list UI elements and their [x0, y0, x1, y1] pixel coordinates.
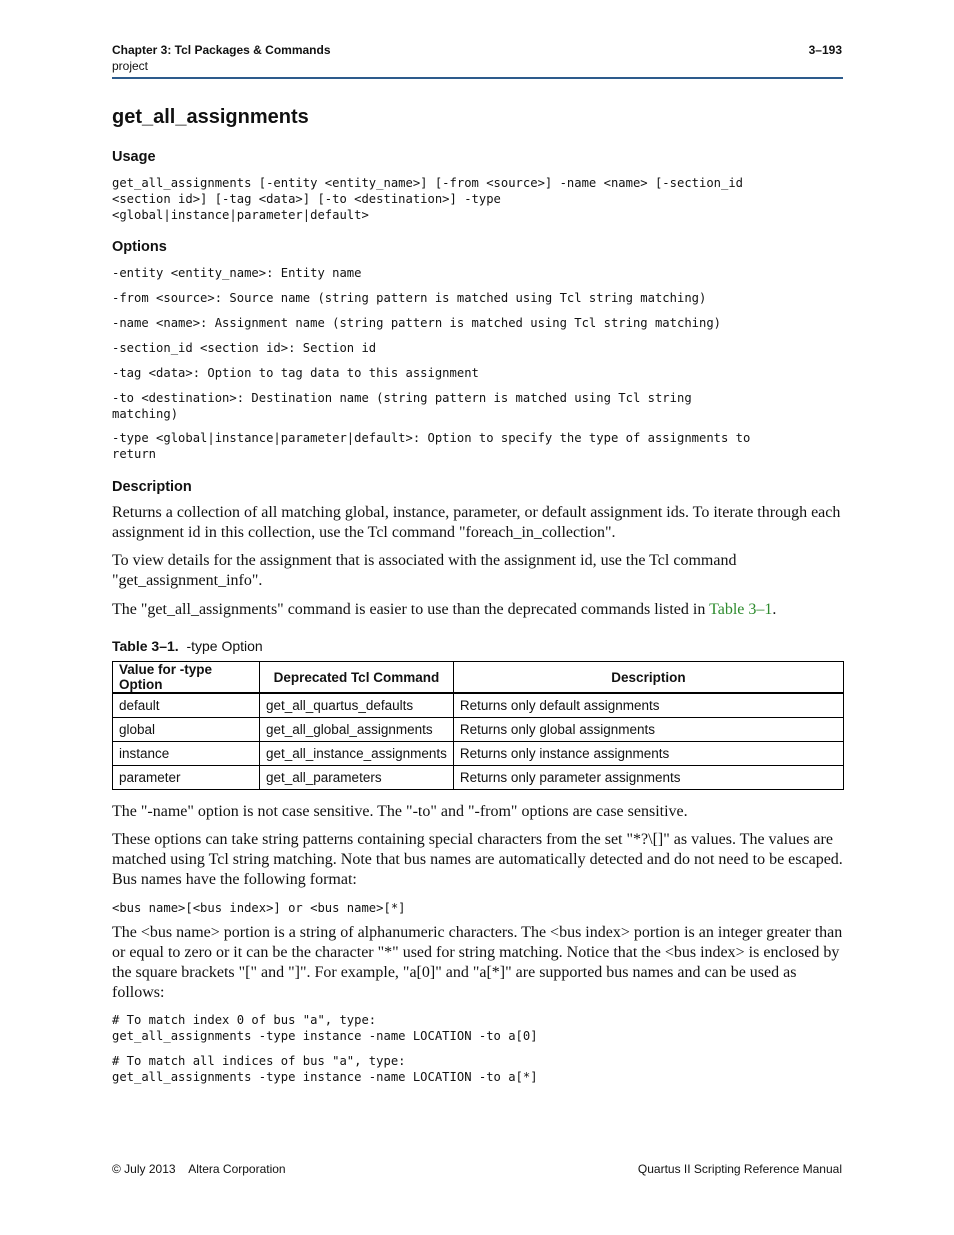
table-cell: get_all_quartus_defaults — [260, 693, 454, 718]
description-para-3 — [112, 600, 852, 620]
case-sensitivity-para: The "-name" option is not case sensitive. The "-to" and "-from" options are case sensitive. — [112, 803, 688, 820]
table-row — [113, 693, 844, 718]
table-header-row — [113, 662, 844, 694]
table-cell: get_all_global_assignments — [260, 718, 454, 742]
type-option-table — [112, 661, 844, 790]
table-caption-text: -type Option — [186, 638, 263, 654]
footer-manual-title: Quartus II Scripting Reference Manual — [637, 1162, 842, 1176]
table-cell: Returns only parameter assignments — [453, 766, 843, 790]
table-caption-label: Table 3–1. — [112, 638, 179, 654]
table-cell: global — [113, 718, 260, 742]
option-tag: -tag <data>: Option to tag data to this assignment — [112, 366, 479, 380]
table-row — [113, 718, 844, 742]
table-cell: Returns only instance assignments — [453, 742, 843, 766]
bus-format-code: <bus name>[<bus index>] or <bus name>[*] — [112, 901, 406, 915]
table-caption — [112, 638, 263, 654]
option-type: -type <global|instance|parameter|default>: Option to specify the type of assignments to return — [112, 431, 751, 461]
table-cell: parameter — [113, 766, 260, 790]
header-rule — [112, 77, 843, 79]
bus-name-para: The <bus name> portion is a string of alphanumeric characters. The <bus index> portion is an integer greater than or equal to zero or it can be the character "*" used for string matching. Notice that the <bus index> is enclosed by the square brackets "[" and "]". For example, "a[0]" and "a[*]" are supported bus names and can be used as follows: — [112, 924, 843, 1001]
usage-heading: Usage — [112, 149, 156, 165]
description-para-3-text: The "get_all_assignments" command is easier to use than the deprecated commands listed in — [112, 601, 710, 618]
description-para-2: To view details for the assignment that is associated with the assignment id, use the Tcl command "get_assignment_info". — [112, 552, 737, 589]
description-heading: Description — [112, 479, 192, 495]
page-title: get_all_assignments — [112, 106, 309, 128]
option-from: -from <source>: Source name (string pattern is matched using Tcl string matching) — [112, 291, 707, 305]
usage-line: <global|instance|parameter|default> — [112, 208, 369, 222]
description-para-3-end: . — [772, 601, 777, 618]
table-reference-link[interactable]: Table 3–1 — [709, 601, 773, 618]
footer-copyright: © July 2013 Altera Corporation — [112, 1162, 286, 1176]
string-patterns-para: These options can take string patterns containing special characters from the set "*?\[]" as values. The values are matched using Tcl string matching. Note that bus names are automatically detected and do not need to be escaped. Bus names have the following format: — [112, 831, 843, 888]
example-code-2: # To match all indices of bus "a", type: get_all_assignments -type instance -name LOCATION -to a[*] — [112, 1054, 538, 1084]
option-name: -name <name>: Assignment name (string pattern is matched using Tcl string matching) — [112, 316, 722, 330]
usage-line: <section id>] [-tag <data>] [-to <destination>] -type — [112, 192, 501, 206]
page-number: 3–193 — [808, 43, 842, 57]
table-cell: Returns only global assignments — [453, 718, 843, 742]
usage-code — [112, 175, 743, 223]
running-header-chapter: Chapter 3: Tcl Packages & Commands — [112, 43, 331, 57]
usage-line: get_all_assignments [-entity <entity_name>] [-from <source>] -name <name> [-section_id — [112, 176, 744, 190]
table-cell: Returns only default assignments — [453, 693, 843, 718]
option-to: -to <destination>: Destination name (string pattern is matched using Tcl string matching) — [112, 391, 692, 421]
table-header-cell: Deprecated Tcl Command — [260, 662, 454, 694]
description-para-1: Returns a collection of all matching global, instance, parameter, or default assignment ids. To iterate through each assignment id in this collection, use the Tcl command "foreach_in_collection". — [112, 504, 841, 541]
example-code-1: # To match index 0 of bus "a", type: get_all_assignments -type instance -name LOCATION -to a[0] — [112, 1013, 538, 1043]
option-section-id: -section_id <section id>: Section id — [112, 341, 377, 355]
table-cell: get_all_parameters — [260, 766, 454, 790]
table-cell: instance — [113, 742, 260, 766]
options-heading: Options — [112, 239, 167, 255]
option-entity: -entity <entity_name>: Entity name — [112, 266, 362, 280]
table-header-cell: Value for -type Option — [113, 662, 260, 694]
table-header-cell: Description — [453, 662, 843, 694]
table-cell: get_all_instance_assignments — [260, 742, 454, 766]
table-row — [113, 742, 844, 766]
table-cell: default — [113, 693, 260, 718]
table-row — [113, 766, 844, 790]
running-header-section: project — [112, 59, 149, 73]
